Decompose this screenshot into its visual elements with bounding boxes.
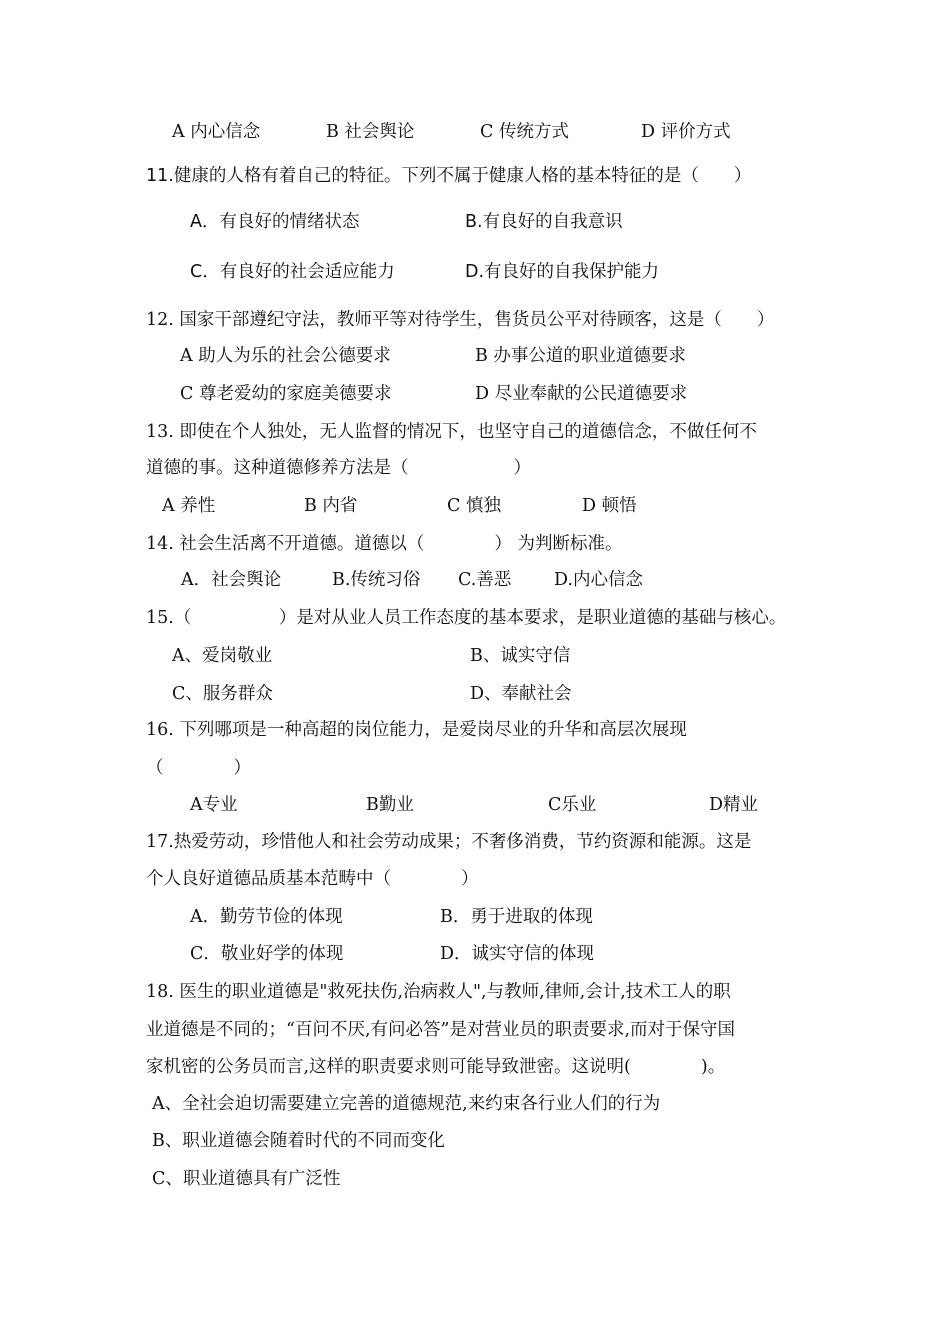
q17-option-c: C．敬业好学的体现: [190, 944, 344, 964]
q15-options-row2: [0, 682, 950, 706]
q11-option-b: B.有良好的自我意识: [465, 212, 623, 232]
q14-options: [0, 568, 950, 592]
q14-option-a: A．社会舆论: [181, 570, 282, 590]
q11-stem: 11.健康的人格有着自己的特征。下列不属于健康人格的基本特征的是（ ）: [146, 166, 752, 186]
q17-option-b: B．勇于进取的体现: [440, 907, 593, 927]
q16-stem-line1: 16. 下列哪项是一种高超的岗位能力，是爱岗尽业的升华和高层次展现: [146, 720, 687, 740]
q12-options-row2: [0, 382, 950, 406]
q16-option-a: A专业: [190, 795, 238, 815]
q16-options: [0, 793, 950, 817]
q13-options: [0, 494, 950, 518]
q13-option-c: C 慎独: [447, 496, 501, 516]
q12-options-row1: [0, 344, 950, 368]
q15-option-b: B、诚实守信: [470, 646, 571, 666]
q14-option-d: D.内心信念: [554, 570, 643, 590]
q10-option-a: A 内心信念: [172, 122, 261, 142]
q18-option-b: B、职业道德会随着时代的不同而变化: [152, 1131, 445, 1151]
q17-option-d: D．诚实守信的体现: [440, 944, 595, 964]
q17-option-a: A．勤劳节俭的体现: [190, 907, 343, 927]
q10-option-c: C 传统方式: [480, 122, 569, 142]
q10-option-d: D 评价方式: [641, 122, 731, 142]
q18-option-a: A、全社会迫切需要建立完善的道德规范,来约束各行业人们的行为: [152, 1094, 661, 1114]
q15-stem: 15.（ ）是对从业人员工作态度的基本要求，是职业道德的基础与核心。: [146, 608, 787, 628]
q10-option-b: B 社会舆论: [326, 122, 415, 142]
q18-stem-line2: 业道德是不同的；“百问不厌,有问必答”是对营业员的职责要求,而对于保守国: [146, 1020, 736, 1040]
q13-stem-line1: 13. 即使在个人独处，无人监督的情况下，也坚守自己的道德信念，不做任何不: [146, 422, 757, 442]
q12-option-b: B 办事公道的职业道德要求: [475, 346, 686, 366]
q18-stem-line1: 18. 医生的职业道德是"救死扶伤,治病救人",与教师,律师,会计,技术工人的职: [146, 982, 731, 1002]
q12-stem: 12. 国家干部遵纪守法，教师平等对待学生，售货员公平对待顾客，这是（ ）: [146, 310, 775, 330]
q13-option-a: A 养性: [162, 496, 216, 516]
q16-stem-line2: （ ）: [146, 758, 251, 778]
q11-options-row2: [0, 260, 950, 284]
q14-option-c: C.善恶: [458, 570, 512, 590]
q18-option-c: C、职业道德具有广泛性: [152, 1169, 341, 1189]
q15-options-row1: [0, 644, 950, 668]
q15-option-d: D、奉献社会: [470, 684, 572, 704]
q15-option-a: A、爱岗敬业: [172, 646, 273, 666]
q16-option-c: C乐业: [548, 795, 597, 815]
q12-option-a: A 助人为乐的社会公德要求: [180, 346, 391, 366]
q11-options-row1: [0, 210, 950, 234]
q12-option-c: C 尊老爱幼的家庭美德要求: [180, 384, 392, 404]
q17-stem-line1: 17.热爱劳动，珍惜他人和社会劳动成果；不奢侈消费，节约资源和能源。这是: [146, 832, 752, 852]
q13-stem-line2: 道德的事。这种道德修养方法是（ ）: [146, 458, 531, 478]
q11-option-c: C．有良好的社会适应能力: [190, 262, 395, 282]
q18-stem-line3: 家机密的公务员而言,这样的职责要求则可能导致泄密。这说明( )。: [146, 1057, 726, 1077]
q13-option-b: B 内省: [304, 496, 358, 516]
q16-option-d: D精业: [709, 795, 759, 815]
q17-options-row2: [0, 942, 950, 966]
q11-option-a: A．有良好的情绪状态: [190, 212, 360, 232]
q15-option-c: C、服务群众: [172, 684, 273, 704]
q14-stem: 14. 社会生活离不开道德。道德以（ ） 为判断标准。: [146, 534, 623, 554]
q16-option-b: B勤业: [366, 795, 414, 815]
q11-option-d: D.有良好的自我保护能力: [465, 262, 660, 282]
q10-options: [0, 120, 950, 144]
q12-option-d: D 尽业奉献的公民道德要求: [475, 384, 688, 404]
q17-stem-line2: 个人良好道德品质基本范畴中（ ）: [146, 869, 479, 889]
q13-option-d: D 顿悟: [582, 496, 637, 516]
q17-options-row1: [0, 905, 950, 929]
q14-option-b: B.传统习俗: [332, 570, 421, 590]
